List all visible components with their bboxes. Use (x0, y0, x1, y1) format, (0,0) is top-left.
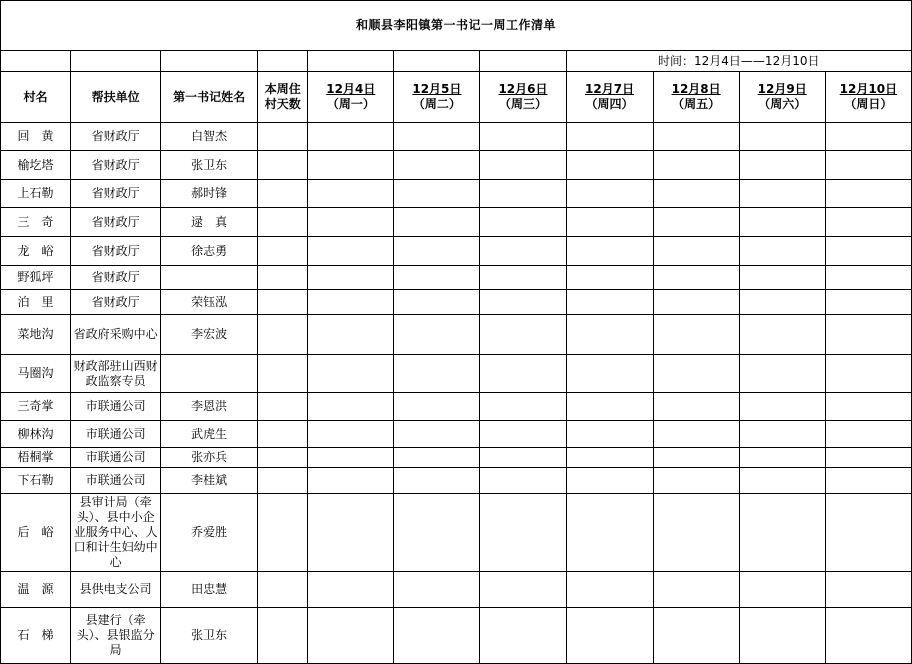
day-cell[interactable] (653, 290, 739, 315)
day-cell[interactable] (825, 421, 911, 448)
page-title: 和顺县李阳镇第一书记一周工作清单 (1, 1, 912, 51)
empty-cell[interactable] (394, 51, 480, 72)
empty-cell[interactable] (258, 51, 308, 72)
day-cell[interactable] (566, 608, 653, 664)
day-cell[interactable] (566, 393, 653, 421)
weekday-label: （周五） (672, 97, 721, 111)
day-cell[interactable] (480, 123, 566, 151)
day-cell[interactable] (653, 448, 739, 468)
day-cell[interactable] (566, 180, 653, 208)
day-cell[interactable] (653, 494, 739, 572)
day-cell[interactable] (739, 355, 825, 393)
day-cell[interactable] (566, 572, 653, 608)
header-date-1 (394, 72, 480, 123)
day-cell[interactable] (653, 355, 739, 393)
secretary-cell[interactable]: 李桂斌 (161, 468, 258, 494)
header-date-3 (566, 72, 653, 123)
day-cell[interactable] (653, 237, 739, 266)
header-row (1, 72, 912, 123)
secretary-cell[interactable] (161, 355, 258, 393)
unit-cell[interactable]: 省财政厅 (71, 123, 161, 151)
header-date-2 (480, 72, 566, 123)
day-cell[interactable] (394, 208, 480, 237)
day-cell[interactable] (480, 290, 566, 315)
unit-cell[interactable]: 省财政厅 (71, 180, 161, 208)
village-cell[interactable]: 泊 里 (1, 290, 71, 315)
day-cell[interactable] (308, 494, 394, 572)
table-row (1, 355, 912, 393)
day-cell[interactable] (825, 290, 911, 315)
day-cell[interactable] (394, 180, 480, 208)
days-cell[interactable] (258, 315, 308, 355)
header-days: 本周住村天数 (258, 72, 308, 123)
village-cell[interactable]: 石 梯 (1, 608, 71, 664)
day-cell[interactable] (739, 123, 825, 151)
empty-cell[interactable] (71, 51, 161, 72)
day-cell[interactable] (825, 355, 911, 393)
days-cell[interactable] (258, 468, 308, 494)
day-cell[interactable] (480, 355, 566, 393)
secretary-cell[interactable]: 徐志勇 (161, 237, 258, 266)
unit-cell[interactable]: 省财政厅 (71, 237, 161, 266)
secretary-cell[interactable]: 逯 真 (161, 208, 258, 237)
unit-cell[interactable]: 市联通公司 (71, 468, 161, 494)
unit-cell[interactable]: 省财政厅 (71, 151, 161, 180)
days-cell[interactable] (258, 123, 308, 151)
day-cell[interactable] (653, 572, 739, 608)
village-cell[interactable]: 三 奇 (1, 208, 71, 237)
header-date-4 (653, 72, 739, 123)
table-row (1, 290, 912, 315)
day-cell[interactable] (394, 393, 480, 421)
day-cell[interactable] (566, 494, 653, 572)
table-row (1, 237, 912, 266)
day-cell[interactable] (480, 151, 566, 180)
day-cell[interactable] (566, 123, 653, 151)
date-label: 12月8日 (671, 82, 721, 96)
day-cell[interactable] (825, 208, 911, 237)
day-cell[interactable] (308, 393, 394, 421)
day-cell[interactable] (394, 421, 480, 448)
empty-cell[interactable] (1, 51, 71, 72)
weekday-label: （周三） (498, 97, 547, 111)
day-cell[interactable] (480, 237, 566, 266)
weekday-label: （周六） (758, 97, 807, 111)
unit-cell[interactable]: 县审计局（牵头）、县中小企业服务中心、人口和计生妇幼中心 (71, 494, 161, 572)
table-row (1, 421, 912, 448)
unit-cell[interactable]: 财政部驻山西财政监察专员 (71, 355, 161, 393)
date-label: 12月7日 (585, 82, 635, 96)
day-cell[interactable] (308, 608, 394, 664)
table-row (1, 448, 912, 468)
unit-cell[interactable]: 省政府采购中心 (71, 315, 161, 355)
day-cell[interactable] (739, 180, 825, 208)
day-cell[interactable] (394, 494, 480, 572)
days-cell[interactable] (258, 448, 308, 468)
day-cell[interactable] (308, 572, 394, 608)
empty-cell[interactable] (308, 51, 394, 72)
day-cell[interactable] (653, 123, 739, 151)
date-label: 12月10日 (839, 82, 898, 96)
day-cell[interactable] (653, 468, 739, 494)
weekday-label: （周二） (412, 97, 461, 111)
village-cell[interactable]: 菜地沟 (1, 315, 71, 355)
day-cell[interactable] (825, 151, 911, 180)
secretary-cell[interactable]: 田忠慧 (161, 572, 258, 608)
village-cell[interactable]: 回 黄 (1, 123, 71, 151)
day-cell[interactable] (653, 266, 739, 290)
day-cell[interactable] (480, 393, 566, 421)
day-cell[interactable] (394, 448, 480, 468)
day-cell[interactable] (308, 290, 394, 315)
day-cell[interactable] (308, 315, 394, 355)
days-cell[interactable] (258, 393, 308, 421)
day-cell[interactable] (739, 421, 825, 448)
day-cell[interactable] (394, 468, 480, 494)
unit-cell[interactable]: 县供电支公司 (71, 572, 161, 608)
weekday-label: （周日） (844, 97, 893, 111)
day-cell[interactable] (825, 608, 911, 664)
village-cell[interactable]: 柳林沟 (1, 421, 71, 448)
empty-cell[interactable] (480, 51, 566, 72)
secretary-cell[interactable]: 李恩洪 (161, 393, 258, 421)
day-cell[interactable] (480, 572, 566, 608)
table-row (1, 393, 912, 421)
table-row (1, 180, 912, 208)
secretary-cell[interactable]: 张卫东 (161, 151, 258, 180)
table-row (1, 494, 912, 572)
secretary-cell[interactable]: 乔爱胜 (161, 494, 258, 572)
day-cell[interactable] (480, 608, 566, 664)
table-row (1, 608, 912, 664)
day-cell[interactable] (739, 315, 825, 355)
day-cell[interactable] (394, 123, 480, 151)
day-cell[interactable] (739, 393, 825, 421)
secretary-cell[interactable]: 荣钰泓 (161, 290, 258, 315)
secretary-cell[interactable]: 白智杰 (161, 123, 258, 151)
day-cell[interactable] (308, 123, 394, 151)
days-cell[interactable] (258, 572, 308, 608)
village-cell[interactable]: 野狐坪 (1, 266, 71, 290)
day-cell[interactable] (480, 494, 566, 572)
day-cell[interactable] (825, 468, 911, 494)
secretary-cell[interactable]: 郝时锋 (161, 180, 258, 208)
village-cell[interactable]: 下石勒 (1, 468, 71, 494)
day-cell[interactable] (653, 180, 739, 208)
day-cell[interactable] (739, 208, 825, 237)
days-cell[interactable] (258, 266, 308, 290)
day-cell[interactable] (739, 494, 825, 572)
days-cell[interactable] (258, 421, 308, 448)
day-cell[interactable] (566, 208, 653, 237)
days-cell[interactable] (258, 290, 308, 315)
table-row (1, 151, 912, 180)
village-cell[interactable]: 三奇掌 (1, 393, 71, 421)
header-secretary: 第一书记姓名 (161, 72, 258, 123)
day-cell[interactable] (739, 237, 825, 266)
header-date-5 (739, 72, 825, 123)
day-cell[interactable] (825, 123, 911, 151)
secretary-cell[interactable] (161, 266, 258, 290)
day-cell[interactable] (825, 266, 911, 290)
days-cell[interactable] (258, 355, 308, 393)
day-cell[interactable] (394, 572, 480, 608)
table-row (1, 123, 912, 151)
unit-cell[interactable]: 市联通公司 (71, 448, 161, 468)
date-label: 12月5日 (412, 82, 462, 96)
days-cell[interactable] (258, 237, 308, 266)
day-cell[interactable] (480, 468, 566, 494)
day-cell[interactable] (480, 448, 566, 468)
day-cell[interactable] (308, 421, 394, 448)
header-village: 村名 (1, 72, 71, 123)
village-cell[interactable]: 温 源 (1, 572, 71, 608)
date-label: 12月9日 (757, 82, 807, 96)
day-cell[interactable] (308, 237, 394, 266)
day-cell[interactable] (825, 572, 911, 608)
table-row (1, 208, 912, 237)
day-cell[interactable] (566, 468, 653, 494)
day-cell[interactable] (739, 290, 825, 315)
secretary-cell[interactable]: 武虎生 (161, 421, 258, 448)
days-cell[interactable] (258, 151, 308, 180)
day-cell[interactable] (394, 608, 480, 664)
unit-cell[interactable]: 市联通公司 (71, 421, 161, 448)
day-cell[interactable] (394, 355, 480, 393)
header-date-6 (825, 72, 911, 123)
day-cell[interactable] (394, 151, 480, 180)
days-cell[interactable] (258, 180, 308, 208)
day-cell[interactable] (566, 266, 653, 290)
secretary-cell[interactable]: 李宏波 (161, 315, 258, 355)
day-cell[interactable] (739, 448, 825, 468)
day-cell[interactable] (566, 237, 653, 266)
unit-cell[interactable]: 省财政厅 (71, 290, 161, 315)
day-cell[interactable] (739, 468, 825, 494)
day-cell[interactable] (480, 315, 566, 355)
weekday-label: （周四） (585, 97, 634, 111)
day-cell[interactable] (394, 237, 480, 266)
day-cell[interactable] (825, 448, 911, 468)
header-unit: 帮扶单位 (71, 72, 161, 123)
time-range: 时间：12月4日——12月10日 (566, 51, 911, 72)
secretary-cell[interactable]: 张卫东 (161, 608, 258, 664)
day-cell[interactable] (739, 266, 825, 290)
days-cell[interactable] (258, 494, 308, 572)
day-cell[interactable] (566, 151, 653, 180)
village-cell[interactable]: 梧桐掌 (1, 448, 71, 468)
empty-cell[interactable] (161, 51, 258, 72)
thin-row (1, 51, 912, 72)
day-cell[interactable] (825, 180, 911, 208)
days-cell[interactable] (258, 208, 308, 237)
header-date-0 (308, 72, 394, 123)
day-cell[interactable] (308, 468, 394, 494)
unit-cell[interactable]: 省财政厅 (71, 208, 161, 237)
unit-cell[interactable]: 市联通公司 (71, 393, 161, 421)
village-cell[interactable]: 后 峪 (1, 494, 71, 572)
day-cell[interactable] (739, 151, 825, 180)
day-cell[interactable] (480, 208, 566, 237)
village-cell[interactable]: 马圈沟 (1, 355, 71, 393)
village-cell[interactable]: 上石勒 (1, 180, 71, 208)
village-cell[interactable]: 榆圪塔 (1, 151, 71, 180)
table-row (1, 572, 912, 608)
day-cell[interactable] (566, 290, 653, 315)
day-cell[interactable] (825, 393, 911, 421)
day-cell[interactable] (566, 448, 653, 468)
day-cell[interactable] (653, 608, 739, 664)
day-cell[interactable] (739, 608, 825, 664)
day-cell[interactable] (825, 315, 911, 355)
date-label: 12月6日 (498, 82, 548, 96)
day-cell[interactable] (653, 315, 739, 355)
day-cell[interactable] (825, 494, 911, 572)
day-cell[interactable] (480, 266, 566, 290)
day-cell[interactable] (308, 208, 394, 237)
day-cell[interactable] (308, 266, 394, 290)
weekday-label: （周一） (326, 97, 375, 111)
day-cell[interactable] (739, 572, 825, 608)
day-cell[interactable] (566, 421, 653, 448)
day-cell[interactable] (566, 355, 653, 393)
title-row (1, 1, 912, 51)
secretary-cell[interactable]: 张亦兵 (161, 448, 258, 468)
day-cell[interactable] (653, 421, 739, 448)
table-row (1, 468, 912, 494)
day-cell[interactable] (480, 180, 566, 208)
day-cell[interactable] (480, 421, 566, 448)
day-cell[interactable] (394, 266, 480, 290)
village-cell[interactable]: 龙 峪 (1, 237, 71, 266)
days-cell[interactable] (258, 608, 308, 664)
day-cell[interactable] (308, 355, 394, 393)
day-cell[interactable] (394, 290, 480, 315)
day-cell[interactable] (308, 448, 394, 468)
table-row (1, 266, 912, 290)
day-cell[interactable] (394, 315, 480, 355)
table-row (1, 315, 912, 355)
day-cell[interactable] (653, 151, 739, 180)
date-label: 12月4日 (326, 82, 376, 96)
unit-cell[interactable]: 县建行（牵头）、县银监分局 (71, 608, 161, 664)
day-cell[interactable] (308, 180, 394, 208)
day-cell[interactable] (308, 151, 394, 180)
day-cell[interactable] (566, 315, 653, 355)
day-cell[interactable] (825, 237, 911, 266)
day-cell[interactable] (653, 208, 739, 237)
day-cell[interactable] (653, 393, 739, 421)
unit-cell[interactable]: 省财政厅 (71, 266, 161, 290)
